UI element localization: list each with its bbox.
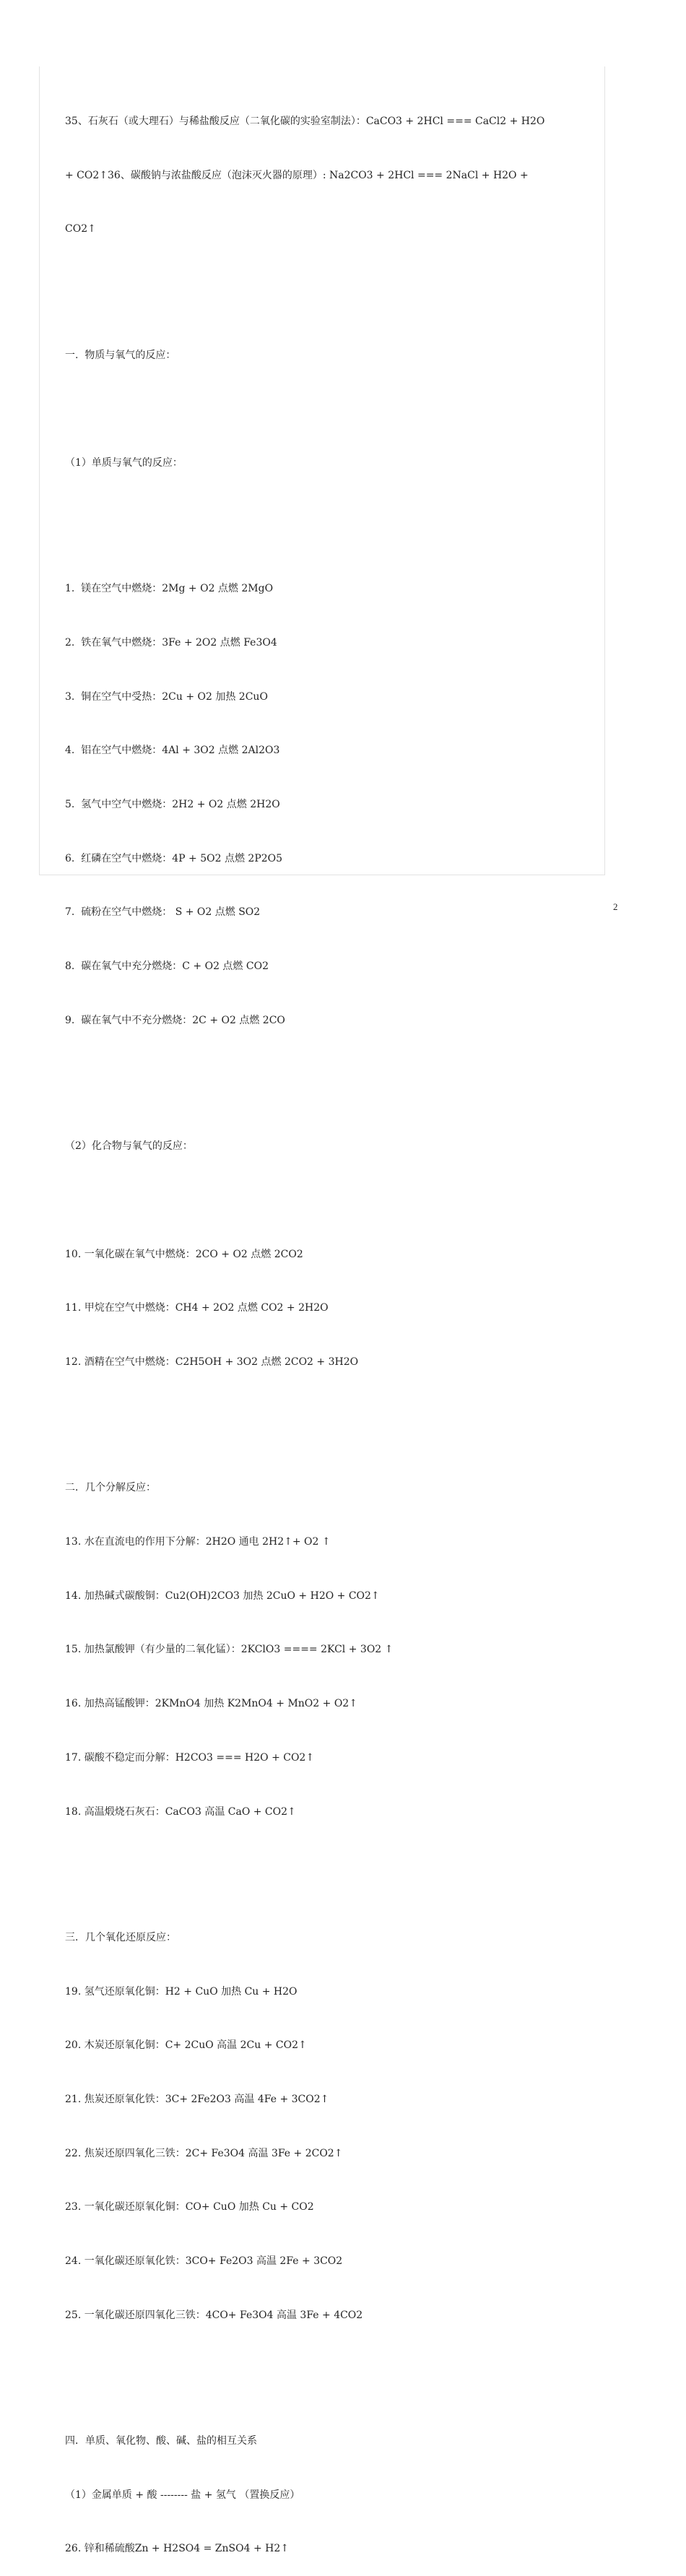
list-item: 4. 铝在空气中燃烧：4Al + 3O2 点燃 2Al2O3 bbox=[65, 745, 280, 757]
list-item: 1. 镁在空气中燃烧：2Mg + O2 点燃 2MgO bbox=[65, 583, 274, 595]
spacer bbox=[65, 508, 585, 526]
section-heading-2: 二．几个分解反应： bbox=[65, 1482, 156, 1494]
list-item: 2. 铁在氧气中燃烧：3Fe + 2O2 点燃 Fe3O4 bbox=[65, 636, 277, 649]
list-item: 13. 水在直流电的作用下分解：2H2O 通电 2H2↑+ O2 ↑ bbox=[65, 1536, 331, 1548]
list-item: 9. 碳在氧气中不充分燃烧：2C + O2 点燃 2CO bbox=[65, 1014, 285, 1026]
list-item: 19. 氢气还原氧化铜：H2 + CuO 加热 Cu + H2O bbox=[65, 1985, 298, 1998]
list-item: 8. 碳在氧气中充分燃烧：C + O2 点燃 CO2 bbox=[65, 960, 269, 973]
list-item: 26. 锌和稀硫酸Zn + H2SO4 = ZnSO4 + H2↑ bbox=[65, 2543, 290, 2555]
list-item: 25. 一氧化碳还原四氧化三铁：4CO+ Fe3O4 高温 3Fe + 4CO2 bbox=[65, 2309, 363, 2321]
spacer bbox=[65, 400, 585, 418]
list-item: 6. 红磷在空气中燃烧：4P + 5O2 点燃 2P2O5 bbox=[65, 852, 283, 864]
list-item: 7. 硫粉在空气中燃烧： S + O2 点燃 SO2 bbox=[65, 906, 261, 919]
page-number: 2 bbox=[613, 901, 618, 912]
section-heading-3: 三．几个氧化还原反应： bbox=[65, 1931, 176, 1943]
list-item: 15. 加热氯酸钾（有少量的二氧化锰）：2KClO3 ==== 2KCl + 3O2 ↑ bbox=[65, 1644, 394, 1656]
spacer bbox=[65, 1192, 585, 1210]
spacer bbox=[65, 1408, 585, 1426]
list-item: 22. 焦炭还原四氧化三铁：2C+ Fe3O4 高温 3Fe + 2CO2↑ bbox=[65, 2147, 343, 2159]
spacer bbox=[65, 274, 585, 292]
list-item: 5. 氢气中空气中燃烧：2H2 + O2 点燃 2H2O bbox=[65, 799, 280, 811]
document-body bbox=[65, 77, 585, 2576]
subsection-heading: （1）单质与氧气的反应： bbox=[65, 456, 183, 469]
section-heading-1: 一. 物质与氧气的反应： bbox=[65, 349, 176, 361]
list-item: 12. 酒精在空气中燃烧：C2H5OH + 3O2 点燃 2CO2 + 3H2O bbox=[65, 1356, 359, 1368]
subsection-heading: （1）金属单质 + 酸 -------- 盐 + 氢气 （置换反应） bbox=[65, 2489, 300, 2501]
spacer bbox=[65, 2360, 585, 2378]
list-item: 11. 甲烷在空气中燃烧：CH4 + 2O2 点燃 CO2 + 2H2O bbox=[65, 1302, 329, 1314]
list-item: 21. 焦炭还原氧化铁：3C+ 2Fe2O3 高温 4Fe + 3CO2↑ bbox=[65, 2093, 329, 2105]
list-item: 17. 碳酸不稳定而分解：H2CO3 === H2O + CO2↑ bbox=[65, 1751, 315, 1764]
list-item: 14. 加热碱式碳酸铜：Cu2(OH)2CO3 加热 2CuO + H2O + CO2↑ bbox=[65, 1590, 380, 1602]
list-item: 16. 加热高锰酸钾：2KMnO4 加热 K2MnO4 + MnO2 + O2↑ bbox=[65, 1698, 357, 1710]
list-item: 18. 高温煅烧石灰石：CaCO3 高温 CaO + CO2↑ bbox=[65, 1805, 296, 1818]
list-item: 23. 一氧化碳还原氧化铜：CO+ CuO 加热 Cu + CO2 bbox=[65, 2201, 314, 2213]
intro-line-2: + CO2↑36、碳酸钠与浓盐酸反应（泡沫灭火器的原理）: Na2CO3 + 2HCl === 2NaCl + H2O + bbox=[65, 169, 529, 181]
spacer bbox=[65, 1857, 585, 1875]
list-item: 3. 铜在空气中受热：2Cu + O2 加热 2CuO bbox=[65, 690, 268, 703]
list-item: 10. 一氧化碳在氧气中燃烧：2CO + O2 点燃 2CO2 bbox=[65, 1248, 303, 1260]
subsection-heading: （2）化合物与氧气的反应： bbox=[65, 1140, 193, 1153]
spacer bbox=[65, 1066, 585, 1084]
intro-line-3: CO2↑ bbox=[65, 223, 96, 235]
list-item: 24. 一氧化碳还原氧化铁：3CO+ Fe2O3 高温 2Fe + 3CO2 bbox=[65, 2255, 343, 2268]
intro-line-1: 35、石灰石（或大理石）与稀盐酸反应（二氧化碳的实验室制法）：CaCO3 + 2HCl === CaCl2 + H2O bbox=[65, 115, 545, 127]
list-item: 20. 木炭还原氧化铜：C+ 2CuO 高温 2Cu + CO2↑ bbox=[65, 2039, 307, 2052]
section-heading-4: 四．单质、氧化物、酸、碱、盐的相互关系 bbox=[65, 2435, 257, 2447]
